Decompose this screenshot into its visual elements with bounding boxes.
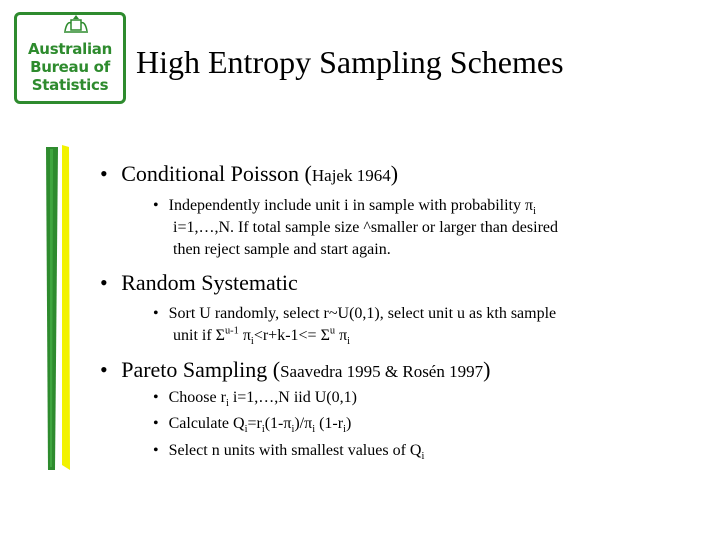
bullet-random-systematic — [100, 270, 298, 296]
logo-line-3: Statistics — [31, 76, 109, 94]
coat-of-arms-icon — [62, 13, 90, 35]
bullet-dot: • — [153, 442, 159, 459]
bullet-text: Pareto Sampling ( — [121, 357, 281, 382]
bullet-close: ) — [390, 161, 399, 186]
sub-bullet-independently — [153, 195, 536, 217]
sub-text: Sort U randomly, select r~U(0,1), select unit u as kth sample — [168, 305, 557, 322]
abs-logo — [14, 12, 126, 104]
pi-subscript: i — [533, 206, 536, 218]
bullet-dot: • — [100, 161, 108, 186]
sub-line-2: i=1,…,N. If total sample size ^smaller or larger than desired — [173, 219, 559, 236]
sub-line-3: then reject sample and start again. — [173, 241, 391, 258]
bullet-dot: • — [153, 415, 159, 432]
bullet-conditional-poisson — [100, 161, 398, 189]
sub-bullet-choose: • Choose $r_i$ i=1,…,N iid U(0,1) — [153, 389, 357, 410]
decorative-bars — [38, 145, 78, 470]
logo-line-2: Bureau of — [30, 58, 110, 76]
bullet-ref: Saavedra 1995 & Rosén 1997 — [280, 362, 484, 381]
bullet-text: Random Systematic — [121, 270, 298, 295]
sub-bullet-calculate: • Calculate $Q_i=r_i(1-\pi_i)/\pi_i$ $(1-r_i)$ — [153, 415, 352, 436]
bullet-text: Conditional Poisson ( — [121, 161, 312, 186]
sub-bullet-select: • Select n units with smallest values of $Q_i$ — [153, 442, 425, 463]
bullet-ref: Hajek 1964 — [311, 166, 391, 185]
sub-text: Independently include unit i in sample with probability — [168, 197, 525, 214]
bullet-dot: • — [153, 197, 159, 214]
bullet-close: ) — [483, 357, 491, 382]
logo-line-1: Australian — [28, 40, 112, 58]
sub-bullet-sort — [153, 303, 556, 325]
sub-line-unit-if: unit if $\Sigma^{u-1}$ $\pi_i<r+k-1<= \Sigma^u$ $\pi_i$ — [173, 325, 351, 348]
pi-symbol: π — [524, 197, 534, 214]
slide-title: High Entropy Sampling Schemes — [136, 44, 564, 80]
bullet-dot: • — [100, 357, 108, 382]
bullet-pareto-sampling — [100, 357, 490, 385]
bullet-dot: • — [153, 389, 159, 406]
bullet-dot: • — [100, 270, 108, 295]
bullet-dot: • — [153, 305, 159, 322]
